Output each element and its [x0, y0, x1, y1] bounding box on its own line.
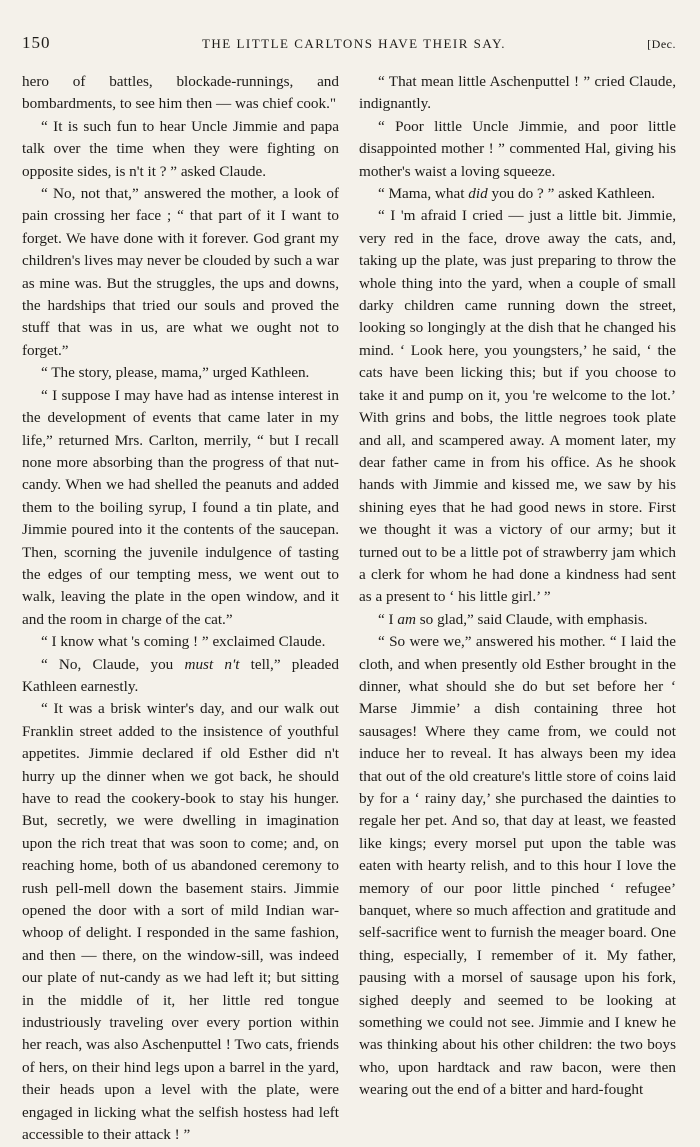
paragraph: hero of battles, blockade-runnings, and bombardments, to see him then — was chief cook." [22, 73, 339, 113]
paragraph: “ I know what 's coming ! ” exclaimed Claude. [41, 633, 326, 651]
paragraph: “ Mama, what did you do ? ” asked Kathleen. [378, 185, 656, 203]
paragraph: “ It was a brisk winter's day, and our walk out Franklin street added to the insistence of youthful appetites. Jimmie declared if old Esther did n't hurry up the dinner when we got back, he should have to read the cookery-book to stay his hunger. But, secretly, we were dwelling in imagination upon the rich treat that was soon to come; and, on reaching home, both of us abandoned ceremony to rush pell-mell down the basement stairs. Jimmie opened the door with a sort of mild Indian war-whoop of delight. I responded in the same fashion, and then — there, on the window-sill, was indeed our plate of nut-candy as we had left it; but sitting in the middle of it, her little red tongue industriously traveling over every portion within her reach, was also Aschenputtel ! Two cats, friends of hers, on their hind legs upon a barrel in the yard, their heads upon a level with the plate, were engaged in licking what the selfish hostess had left accessible to their attack ! ” [22, 700, 339, 1144]
issue-label: [Dec. [647, 37, 676, 51]
paragraph: “ I am so glad,” said Claude, with emphasis. [378, 610, 648, 628]
paragraph: “ So were we,” answered his mother. “ I laid the cloth, and when presently old Esther brought in the dinner, what should she do but set before her ‘ Marse Jimmie’ a dish containing three hot sausages! Where they came from, we could not induce her to reveal. It has always been my idea that out of the old creature's little store of coins laid by for a ‘ rainy day,’ she purchased the dainties to regale her pet. And so, that day at least, we feasted like kings; every morsel put upon the table was eaten with hearty relish, and to this hour I love the memory of our poor little pinched ‘ refugee’ banquet, where so much affection and gratitude and self-sacrifice went to furnish the meager board. One thing, especially, I remember of it. My father, pausing with a morsel of sausage upon his fork, sighed deeply and seemed to be looking at something we could not see. Jimmie and I knew he was thinking about his other children: the two boys who, upon hardtack and raw bacon, were then wearing out the end of a bitter and hard-fought [359, 633, 676, 1099]
page-header [22, 33, 676, 59]
right-column [359, 71, 676, 1147]
paragraph: “ I 'm afraid I cried — just a little bit. Jimmie, very red in the face, drove away the cats, and, taking up the plate, was just preparing to throw the whole thing into the yard, when a couple of small darky children came running down the street, looking so longingly at the dish that he changed his mind. ‘ Look here, you youngsters,’ he said, ‘ the cats have been licking this; but if you choose to take it and pump on it, you 're welcome to the lot.’ With grins and bobs, the little negroes took plate and all, and scampered away. A moment later, my dear father came in from his office. As he shook hands with Jimmie and kissed me, we saw by his shining eyes that he had good news in store. First we thought it was a victory of our army; but it turned out to be a little pot of strawberry jam which a clerk for whom he had done a kindness had sent as a present to ‘ his little girl.’ ” [359, 207, 676, 606]
paragraph: “ It is such fun to hear Uncle Jimmie and papa talk over the time when they were fighting on opposite sides, is n't it ? ” asked Claude. [22, 117, 339, 180]
paragraph: “ Poor little Uncle Jimmie, and poor little disappointed mother ! ” commented Hal, giving his mother's waist a loving squeeze. [359, 117, 676, 180]
text-columns [22, 71, 676, 1147]
paragraph: “ No, Claude, you must n't tell,” pleaded Kathleen earnestly. [22, 655, 339, 695]
paragraph: “ I suppose I may have had as intense interest in the development of events that came later in my life,” returned Mrs. Carlton, merrily, “ but I recall none more absorbing than the progress of that nut-candy. When we had shelled the peanuts and added them to the boiling syrup, I found a tin plate, and Jimmie poured into it the contents of the saucepan. Then, scorning the juvenile indulgence of tasting the edges of our tempting mess, we went out to walk, leaving the plate in the open window, and it and the room in charge of the cat.” [22, 386, 339, 628]
paragraph: “ The story, please, mama,” urged Kathleen. [41, 364, 310, 382]
left-column [22, 71, 339, 1147]
running-title: THE LITTLE CARLTONS HAVE THEIR SAY. [201, 36, 507, 51]
paragraph: “ No, not that,” answered the mother, a look of pain crossing her face ; “ that part of it I want to forget. We have done with it forever. God grant my children's lives may never be clouded by such a war as mine was. But the struggles, the ups and downs, the hardships that tried our souls and proved the stuff that was in us, are what we ought not to forget.” [22, 185, 339, 359]
page-number: 150 [22, 33, 51, 52]
paragraph: “ That mean little Aschenputtel ! ” cried Claude, indignantly. [359, 73, 676, 113]
